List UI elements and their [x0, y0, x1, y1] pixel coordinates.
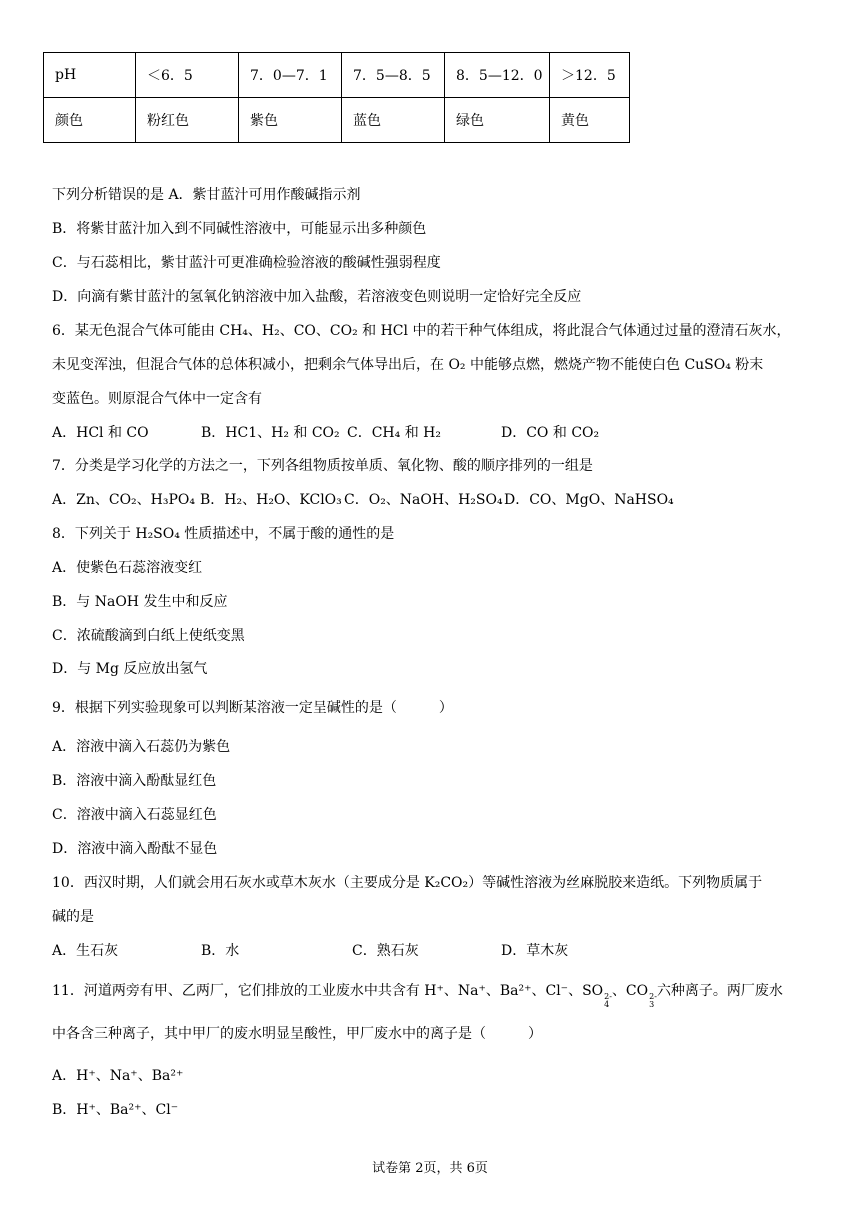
- table-row: [44, 53, 630, 98]
- q5-option-b: B．将紫甘蓝汁加入到不同碱性溶液中，可能显示出多种颜色: [52, 221, 427, 237]
- carbonate-charge: [649, 993, 657, 1009]
- q9-option-a: A．溶液中滴入石蕊仍为紫色: [52, 739, 231, 755]
- table-cell: pH: [44, 53, 136, 98]
- q5-option-d: D．向滴有紫甘蓝汁的氢氧化钠溶液中加入盐酸，若溶液变色则说明一定恰好完全反应: [52, 289, 582, 305]
- q11-text: 、CO: [611, 983, 649, 999]
- q10-option-b: B．水: [201, 943, 240, 959]
- q10-stem-line2: 碱的是: [52, 909, 94, 925]
- q10-option-d: D．草木灰: [501, 943, 569, 959]
- q6-option-d: D．CO 和 CO₂: [501, 425, 600, 441]
- q8-option-c: C．浓硫酸滴到白纸上使纸变黑: [52, 628, 245, 644]
- q8-option-a: A．使紫色石蕊溶液变红: [52, 560, 203, 576]
- q7-option-c: C．O₂、NaOH、H₂SO₄: [344, 492, 503, 508]
- q6-option-a: A．HCl 和 CO: [52, 425, 149, 441]
- q7-options: [52, 491, 674, 509]
- table-row: [44, 98, 630, 143]
- subscript: 4: [604, 1000, 610, 1009]
- q10-option-a: A．生石灰: [52, 943, 119, 959]
- q11-stem-line1: [52, 982, 783, 1009]
- table-cell: 黄色: [550, 98, 630, 143]
- table-cell: 8．5—12．0: [445, 53, 550, 98]
- table-cell: 粉红色: [136, 98, 239, 143]
- q11-text: 11．河道两旁有甲、乙两厂，它们排放的工业废水中共含有 H⁺、Na⁺、Ba²⁺、Cl⁻、SO: [52, 983, 604, 999]
- q8-stem: 8．下列关于 H₂SO₄ 性质描述中，不属于酸的通性的是: [52, 526, 395, 542]
- q5-option-c: C．与石蕊相比，紫甘蓝汁可更准确检验溶液的酸碱性强弱程度: [52, 255, 441, 271]
- q7-option-d: D．CO、MgO、NaHSO₄: [504, 492, 674, 508]
- q9-stem: 9．根据下列实验现象可以判断某溶液一定呈碱性的是（ ）: [52, 700, 453, 716]
- q7-option-b: B．H₂、H₂O、KClO₃: [200, 492, 342, 508]
- q6-option-c: C．CH₄ 和 H₂: [347, 425, 441, 441]
- q9-option-b: B．溶液中滴入酚酞显红色: [52, 773, 217, 789]
- q11-text: 六种离子。两厂废水: [656, 983, 783, 999]
- table-cell: ＜6．5: [136, 53, 239, 98]
- subscript: 3: [649, 1000, 655, 1009]
- q8-option-b: B．与 NaOH 发生中和反应: [52, 594, 228, 610]
- table-cell: 蓝色: [342, 98, 445, 143]
- q6-stem-line3: 变蓝色。则原混合气体中一定含有: [52, 391, 262, 407]
- q6-stem-line1: 6．某无色混合气体可能由 CH₄、H₂、CO、CO₂ 和 HCl 中的若干种气体组成，将此混合气体通过过量的澄清石灰水，: [52, 323, 791, 339]
- superscript: 2-: [604, 992, 612, 1001]
- table-cell: 绿色: [445, 98, 550, 143]
- superscript: 2-: [649, 992, 657, 1001]
- q11-option-b: B．H⁺、Ba²⁺、Cl⁻: [52, 1102, 179, 1118]
- q6-options: [52, 424, 599, 442]
- q11-option-a: A．H⁺、Na⁺、Ba²⁺: [52, 1068, 184, 1084]
- page-footer: 试卷第 2页，共 6页: [372, 1161, 488, 1176]
- ph-color-table: [43, 52, 630, 143]
- q7-option-a: A．Zn、CO₂、H₃PO₄: [52, 492, 195, 508]
- q6-stem-line2: 未见变浑浊，但混合气体的总体积减小，把剩余气体导出后，在 O₂ 中能够点燃，燃烧产物不能使白色 CuSO₄ 粉末: [52, 357, 764, 373]
- table-cell: 颜色: [44, 98, 136, 143]
- q10-stem-line1: 10．西汉时期，人们就会用石灰水或草木灰水（主要成分是 K₂CO₂）等碱性溶液为丝麻脱胶来造纸。下列物质属于: [52, 875, 763, 891]
- q9-option-d: D．溶液中滴入酚酞不显色: [52, 841, 218, 857]
- q11-stem-line2: 中各含三种离子，其中甲厂的废水明显呈酸性，甲厂废水中的离子是（ ）: [52, 1026, 542, 1042]
- q6-option-b: B．HC1、H₂ 和 CO₂: [201, 425, 340, 441]
- table-cell: 7．5—8．5: [342, 53, 445, 98]
- table-cell: 7．0—7．1: [239, 53, 342, 98]
- q9-option-c: C．溶液中滴入石蕊显红色: [52, 807, 217, 823]
- table-cell: ＞12．5: [550, 53, 630, 98]
- q10-options: [52, 942, 568, 960]
- q8-option-d: D．与 Mg 反应放出氢气: [52, 661, 208, 677]
- sulfate-charge: [604, 993, 612, 1009]
- table-cell: 紫色: [239, 98, 342, 143]
- q10-option-c: C．熟石灰: [352, 943, 419, 959]
- q7-stem: 7．分类是学习化学的方法之一，下列各组物质按单质、氧化物、酸的顺序排列的一组是: [52, 458, 593, 474]
- q5-stem: 下列分析错误的是 A．紫甘蓝汁可用作酸碱指示剂: [52, 187, 361, 203]
